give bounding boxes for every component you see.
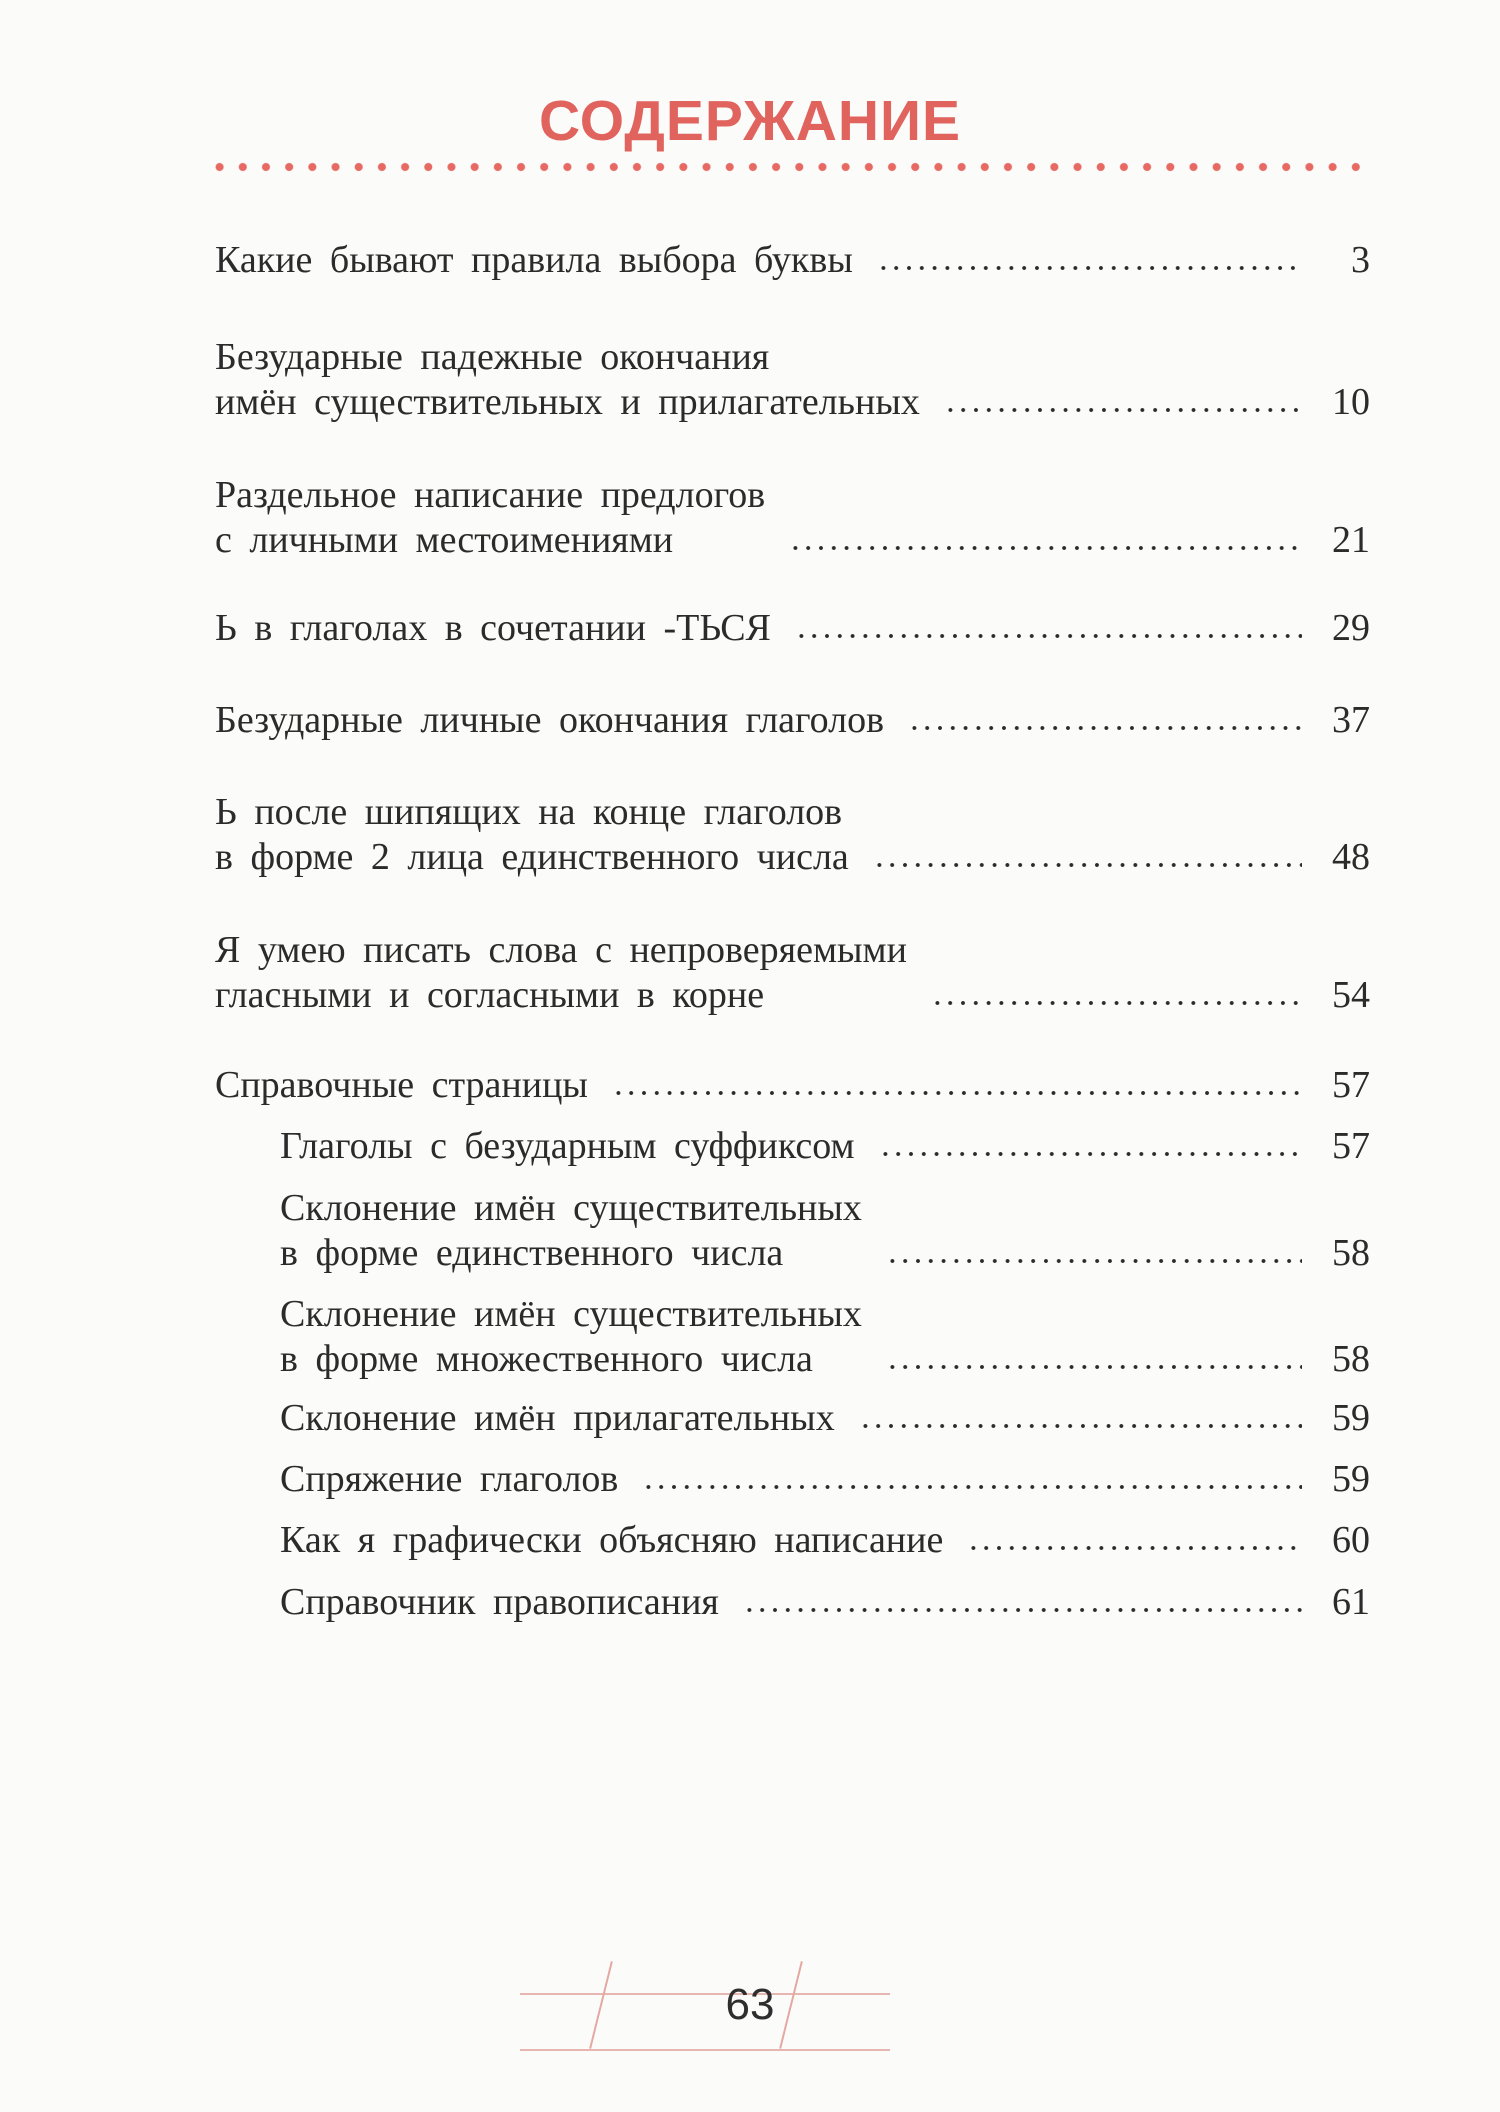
toc-entry[interactable] bbox=[215, 1063, 1370, 1108]
toc-entry-title: Безударные падежные окончания имён существительных и прилагательных bbox=[215, 336, 920, 423]
dot-leader bbox=[743, 1607, 1302, 1613]
toc-entry-page: 21 bbox=[1332, 519, 1370, 561]
toc-entry[interactable] bbox=[215, 335, 1370, 425]
toc-entry-page: 37 bbox=[1332, 699, 1370, 741]
dot-leader bbox=[642, 1484, 1302, 1490]
toc-entry[interactable] bbox=[215, 928, 1370, 1018]
toc-subentry-title: Справочник правописания bbox=[280, 1581, 719, 1623]
toc-subentry-page: 58 bbox=[1332, 1338, 1370, 1380]
dot-leader bbox=[859, 1423, 1302, 1429]
toc-subentry-page: 61 bbox=[1332, 1581, 1370, 1623]
toc-entry-title: Ь после шипящих на конце глаголов в форме 2 лица единственного числа bbox=[215, 791, 849, 878]
dot-leader bbox=[879, 1151, 1302, 1157]
toc-entry[interactable] bbox=[215, 606, 1370, 651]
page-title: СОДЕРЖАНИЕ bbox=[538, 89, 962, 153]
toc-subentry[interactable] bbox=[280, 1124, 1370, 1169]
toc-entry[interactable] bbox=[215, 238, 1370, 283]
dot-leader bbox=[795, 633, 1302, 639]
toc-subentry-title: Как я графически объясняю написание bbox=[280, 1519, 944, 1561]
toc-entry-page: 29 bbox=[1332, 607, 1370, 649]
toc-subentry-title: Склонение имён существительных в форме единственного числа bbox=[280, 1187, 862, 1274]
toc-subentry[interactable] bbox=[280, 1580, 1370, 1625]
toc-subentry-page: 59 bbox=[1332, 1458, 1370, 1500]
footer-rule-bottom bbox=[520, 2049, 890, 2051]
toc-subentry[interactable] bbox=[280, 1186, 1370, 1276]
dot-leader bbox=[877, 265, 1302, 271]
dot-leader bbox=[931, 1000, 1302, 1006]
toc-subentry[interactable] bbox=[280, 1457, 1370, 1502]
dot-leader bbox=[612, 1090, 1302, 1096]
toc-entry-title: Справочные страницы bbox=[215, 1064, 588, 1106]
toc-subentry-page: 60 bbox=[1332, 1519, 1370, 1561]
toc-entry-page: 3 bbox=[1351, 239, 1370, 281]
toc-subentry[interactable] bbox=[280, 1396, 1370, 1441]
toc-subentry-title: Склонение имён прилагательных bbox=[280, 1397, 835, 1439]
toc-entry[interactable] bbox=[215, 698, 1370, 743]
toc-entry[interactable] bbox=[215, 790, 1370, 880]
toc-entry[interactable] bbox=[215, 473, 1370, 563]
toc-entry-title: Безударные личные окончания глаголов bbox=[215, 699, 885, 741]
dot-leader bbox=[908, 725, 1302, 731]
toc-subentry-title: Склонение имён существительных в форме множественного числа bbox=[280, 1293, 862, 1380]
toc-entry-title: Раздельное написание предлогов с личными местоимениями bbox=[215, 474, 766, 561]
dot-leader bbox=[886, 1258, 1302, 1264]
toc-subentry-page: 57 bbox=[1332, 1125, 1370, 1167]
toc-entry-page: 54 bbox=[1332, 974, 1370, 1016]
toc-entry-page: 10 bbox=[1332, 381, 1370, 423]
toc-entry-page: 48 bbox=[1332, 836, 1370, 878]
toc-subentry[interactable] bbox=[280, 1518, 1370, 1563]
toc-entry-title: Какие бывают правила выбора буквы bbox=[215, 239, 853, 281]
title-dotted-rule bbox=[208, 162, 1368, 172]
toc-subentry-title: Глаголы с безударным суффиксом bbox=[280, 1125, 855, 1167]
dot-leader bbox=[873, 862, 1302, 868]
toc-subentry[interactable] bbox=[280, 1292, 1370, 1382]
dot-leader bbox=[967, 1545, 1302, 1551]
dot-leader bbox=[886, 1364, 1302, 1370]
toc-entry-title: Я умею писать слова с непроверяемыми гласными и согласными в корне bbox=[215, 929, 907, 1016]
toc-subentry-title: Спряжение глаголов bbox=[280, 1458, 619, 1500]
dot-leader bbox=[944, 407, 1302, 413]
toc-subentry-page: 58 bbox=[1332, 1232, 1370, 1274]
dot-leader bbox=[789, 545, 1302, 551]
toc-subentry-page: 59 bbox=[1332, 1397, 1370, 1439]
toc-entry-title: Ь в глаголах в сочетании -ТЬСЯ bbox=[215, 607, 771, 649]
toc-entry-page: 57 bbox=[1332, 1064, 1370, 1106]
page-number: 63 bbox=[725, 1980, 775, 2029]
